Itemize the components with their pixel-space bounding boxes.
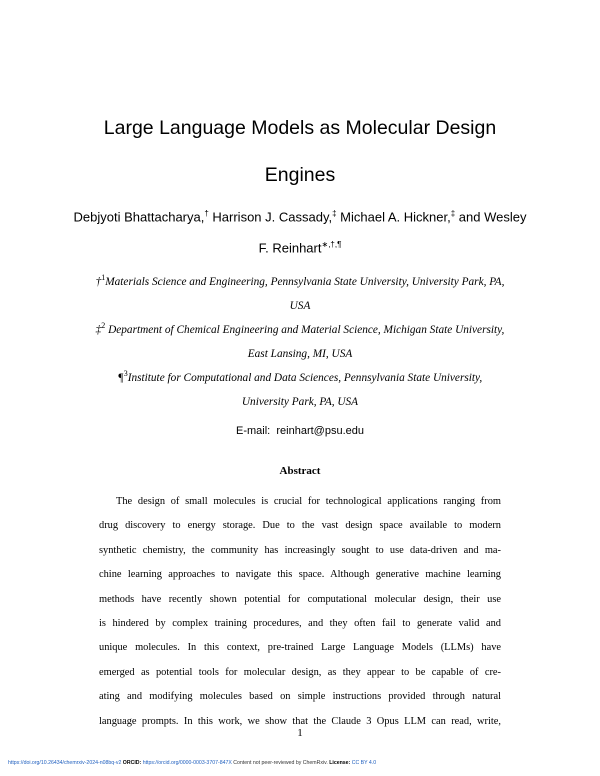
chemrxiv-footer [8,760,376,766]
affiliation-line [50,266,550,294]
abstract-body [99,490,501,734]
orcid-label: ORCID: [122,760,142,766]
page-number: 1 [297,727,303,739]
affiliation-2 [50,314,550,366]
paper-title [40,105,560,199]
author-reinhart-first: and Wesley [455,209,527,225]
abstract-heading: Abstract [279,465,321,477]
author-reinhart-last: F. Reinhart [258,240,322,256]
author-list [40,200,560,263]
affiliation-text: Institute for Computational and Data Sciences, Pennsylvania State University, [127,371,483,384]
affiliation-3 [50,362,550,414]
abstract-line: chine learning approaches to navigate this space. Although generative machine learning [99,569,501,581]
abstract-line: language prompts. In this work, we show that the Claude 3 Opus LLM can read, write, [99,715,501,727]
author-affil-mark: † [204,209,209,218]
paper-title-line-2: Engines [264,164,336,186]
email-label: E-mail: [236,425,271,437]
author-affil-mark: ∗,†,¶ [321,240,342,250]
abstract-line: is hindered by complex training procedures, and they often fail to generate valid and [99,617,501,629]
paper-title-line-1: Large Language Models as Molecular Design [103,117,497,139]
abstract-line: synthetic chemistry, the community has increasingly sought to use data-driven and ma- [99,544,501,556]
author-bhattacharya: Debjyoti Bhattacharya, [73,209,205,225]
affiliation-sup: 1 [101,273,106,282]
affiliation-mark: ‡ [95,323,102,336]
affiliation-line [50,362,550,390]
doi-link[interactable]: https://doi.org/10.26434/chemrxiv-2024-n08bq-v2 [8,760,122,766]
abstract-line: drug discovery to energy storage. Due to the vast design space available to modern [99,520,501,532]
author-affil-mark: ‡ [332,209,337,218]
author-line-1 [40,200,560,231]
peer-review-notice: Content not peer-reviewed by ChemRxiv. [233,760,328,766]
abstract-line: ating and modifying molecules based on simple instructions provided through natural [99,691,501,703]
affiliation-text: Department of Chemical Engineering and Material Science, Michigan State University, [105,323,505,336]
author-cassady: Harrison J. Cassady, [208,209,333,225]
affiliation-line: USA [289,299,311,312]
affiliation-mark: ¶ [117,371,124,384]
license-link[interactable]: CC BY 4.0 [351,760,377,766]
affiliation-mark: † [95,275,102,288]
contact-email [40,425,560,437]
affiliation-1 [50,266,550,318]
abstract-line: emerged as potential tools for molecular design, as they appear to be capable of cre- [99,666,501,678]
affiliation-line [50,314,550,342]
affiliation-line: East Lansing, MI, USA [247,347,353,360]
license-label: License: [329,760,351,766]
orcid-link[interactable]: https://orcid.org/0000-0003-3707-847X [142,760,232,766]
affiliation-line: University Park, PA, USA [241,395,359,408]
abstract-line: The design of small molecules is crucial for technological applications ranging from [116,496,501,507]
abstract-line: methods have recently shown potential for computational molecular design, their use [99,593,501,605]
affiliation-sup: 3 [123,369,128,378]
author-affil-mark: ‡ [450,209,456,218]
affiliation-text: Materials Science and Engineering, Pennsylvania State University, University Park, PA, [105,275,505,288]
affiliation-sup: 2 [101,321,106,330]
author-line-2 [40,231,560,262]
email-address[interactable]: reinhart@psu.edu [276,425,364,437]
author-hickner: Michael A. Hickner, [336,209,451,225]
abstract-line: unique molecules. In this context, pre-trained Large Language Models (LLMs) have [99,642,501,654]
